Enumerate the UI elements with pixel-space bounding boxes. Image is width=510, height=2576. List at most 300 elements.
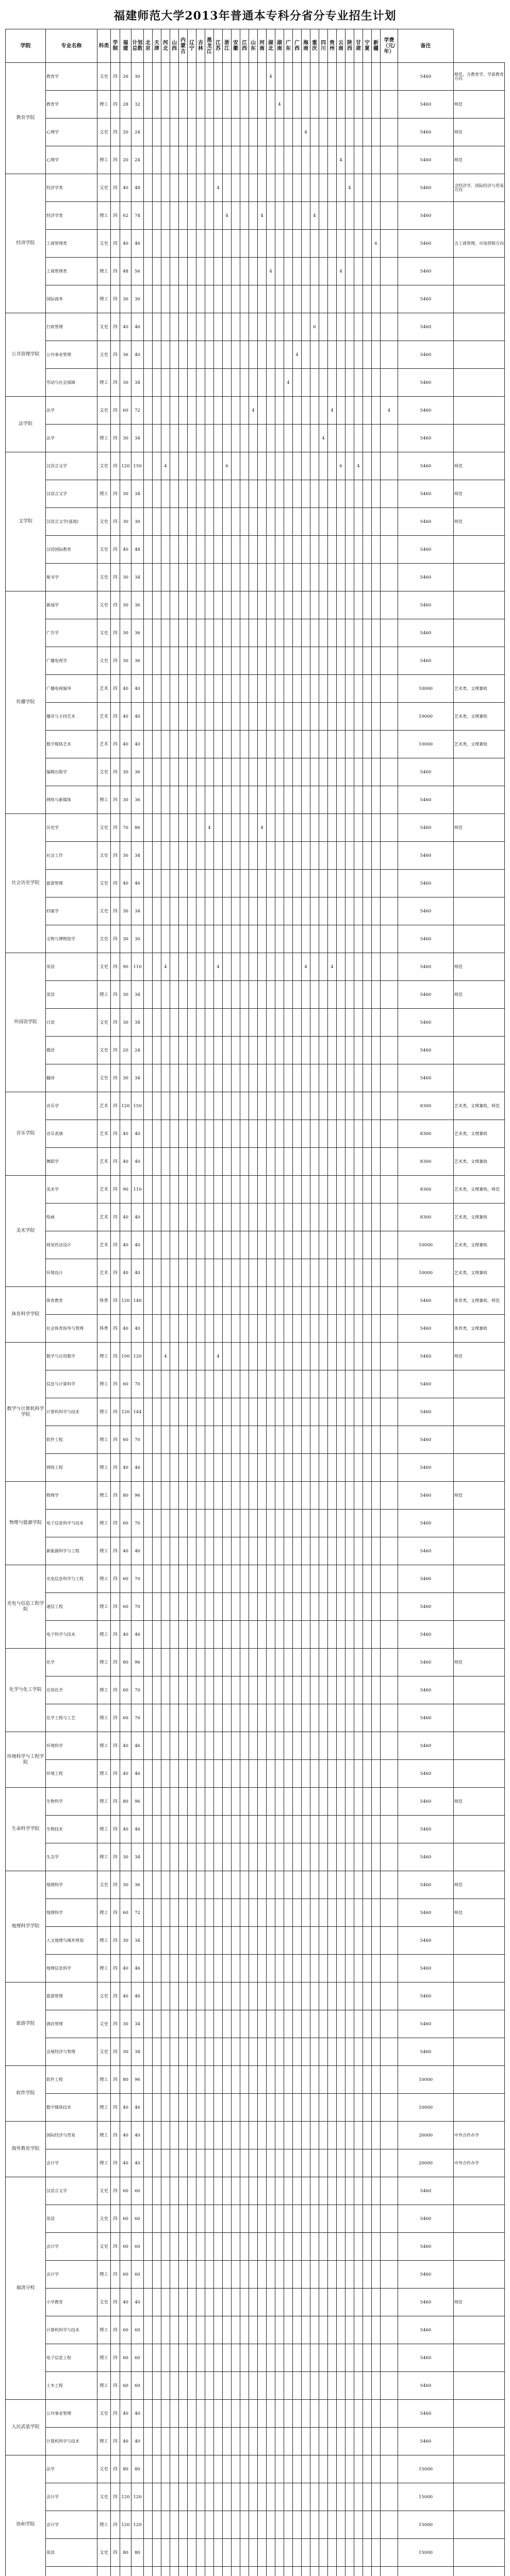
plan-cell <box>196 2289 205 2316</box>
plan-cell <box>310 1704 319 1732</box>
plan-cell: 60 <box>131 2177 144 2205</box>
plan-cell: 90 <box>120 953 131 981</box>
plan-cell <box>337 1009 346 1037</box>
plan-cell <box>144 1176 153 1204</box>
table-row <box>6 925 505 953</box>
plan-cell <box>249 1259 258 1287</box>
plan-cell: 四 <box>111 2205 120 2233</box>
plan-cell <box>381 369 398 397</box>
remark-cell: 中外合作办学 <box>454 2149 505 2177</box>
plan-cell <box>363 2344 372 2372</box>
plan-cell <box>179 1148 188 1176</box>
plan-cell <box>346 1871 354 1899</box>
plan-cell: 120 <box>120 1287 131 1315</box>
plan-cell <box>161 675 170 703</box>
plan-cell <box>223 647 232 675</box>
plan-cell <box>381 1176 398 1204</box>
plan-cell <box>170 1176 179 1204</box>
plan-cell: 30 <box>120 1064 131 1092</box>
plan-cell <box>153 2372 161 2400</box>
plan-cell <box>205 897 214 925</box>
plan-cell <box>310 1593 319 1621</box>
plan-cell <box>232 1565 240 1593</box>
plan-cell: 70 <box>131 1426 144 1454</box>
plan-cell <box>302 786 310 814</box>
plan-cell: 40 <box>120 1259 131 1287</box>
plan-cell <box>337 897 346 925</box>
plan-cell <box>372 2149 381 2177</box>
plan-cell <box>284 2400 293 2428</box>
plan-cell <box>310 814 319 842</box>
plan-cell <box>372 425 381 452</box>
plan-cell <box>275 202 284 230</box>
plan-cell <box>232 2372 240 2400</box>
plan-cell <box>188 1231 196 1259</box>
plan-cell <box>232 2539 240 2567</box>
major-name-cell: 汉语国际教育 <box>46 536 97 564</box>
plan-cell <box>232 2233 240 2261</box>
plan-cell <box>249 2428 258 2455</box>
plan-cell <box>153 981 161 1009</box>
major-name-cell: 广播电视编导 <box>46 675 97 703</box>
plan-cell <box>337 591 346 619</box>
school-name-cell: 文学院 <box>6 452 46 591</box>
major-name-cell: 网络与新媒体 <box>46 786 97 814</box>
plan-cell: 四 <box>111 1899 120 1927</box>
plan-cell <box>170 758 179 786</box>
plan-cell <box>214 703 223 731</box>
plan-cell <box>223 1037 232 1064</box>
table-row <box>6 1927 505 1955</box>
plan-cell <box>214 202 223 230</box>
plan-cell <box>223 1259 232 1287</box>
plan-cell <box>310 1510 319 1537</box>
plan-cell: 4 <box>381 397 398 425</box>
plan-cell <box>188 1259 196 1287</box>
plan-cell <box>267 675 275 703</box>
plan-cell <box>354 2010 363 2038</box>
plan-cell <box>293 1565 302 1593</box>
plan-cell: 40 <box>120 2428 131 2455</box>
plan-cell <box>249 1843 258 1871</box>
plan-cell <box>346 1231 354 1259</box>
table-row <box>6 647 505 675</box>
plan-cell <box>363 425 372 452</box>
plan-cell: 四 <box>111 313 120 341</box>
plan-cell <box>161 397 170 425</box>
plan-cell <box>267 897 275 925</box>
plan-cell <box>144 397 153 425</box>
plan-cell: 96 <box>131 1482 144 1510</box>
plan-cell <box>232 1760 240 1788</box>
plan-cell <box>249 2400 258 2428</box>
plan-cell: 80 <box>131 2539 144 2567</box>
plan-cell <box>363 1370 372 1398</box>
plan-cell <box>337 91 346 118</box>
plan-cell <box>267 1064 275 1092</box>
plan-cell <box>170 1871 179 1899</box>
plan-cell <box>161 2122 170 2149</box>
plan-cell <box>179 1704 188 1732</box>
plan-cell <box>381 1899 398 1927</box>
plan-cell <box>223 1315 232 1343</box>
plan-cell <box>319 1927 328 1955</box>
plan-cell <box>328 647 337 675</box>
plan-cell: 4 <box>249 397 258 425</box>
remark-cell <box>454 2261 505 2289</box>
plan-cell <box>284 2428 293 2455</box>
plan-cell: 46 <box>131 1760 144 1788</box>
plan-cell <box>258 1982 267 2010</box>
remark-cell <box>454 425 505 452</box>
plan-cell: 60 <box>120 2205 131 2233</box>
plan-cell <box>188 2344 196 2372</box>
plan-cell <box>363 2261 372 2289</box>
plan-cell <box>232 1037 240 1064</box>
plan-cell <box>284 1649 293 1676</box>
plan-cell <box>337 953 346 981</box>
plan-cell <box>284 1537 293 1565</box>
remark-cell: 师范 <box>454 1899 505 1927</box>
plan-cell <box>249 842 258 870</box>
plan-cell <box>153 258 161 285</box>
plan-cell <box>144 2205 153 2233</box>
plan-cell <box>328 1649 337 1676</box>
plan-cell: 4 <box>310 202 319 230</box>
plan-cell <box>153 2483 161 2511</box>
plan-cell: 理工 <box>97 2261 111 2289</box>
plan-cell <box>363 1398 372 1426</box>
plan-cell: 四 <box>111 1621 120 1649</box>
plan-cell <box>232 1955 240 1982</box>
plan-cell: 体育 <box>97 1315 111 1343</box>
plan-cell <box>293 258 302 285</box>
plan-cell <box>249 1621 258 1649</box>
plan-cell <box>153 452 161 480</box>
plan-cell <box>161 2205 170 2233</box>
plan-cell <box>232 703 240 731</box>
plan-cell <box>372 2455 381 2483</box>
plan-cell <box>258 1259 267 1287</box>
plan-cell <box>354 118 363 146</box>
plan-cell <box>310 953 319 981</box>
plan-cell <box>337 2010 346 2038</box>
plan-cell <box>275 2149 284 2177</box>
plan-cell <box>346 647 354 675</box>
plan-cell <box>161 2149 170 2177</box>
plan-cell <box>240 2177 249 2205</box>
tuition-cell: 5460 <box>398 842 454 870</box>
plan-cell: 文史 <box>97 536 111 564</box>
plan-cell <box>240 1120 249 1148</box>
plan-cell <box>302 2539 310 2567</box>
tuition-cell: 5460 <box>398 1287 454 1315</box>
plan-cell <box>293 1816 302 1843</box>
plan-cell <box>284 1176 293 1204</box>
plan-cell <box>310 63 319 91</box>
plan-cell <box>188 2372 196 2400</box>
plan-cell <box>120 2567 131 2576</box>
remark-cell <box>454 1593 505 1621</box>
plan-cell <box>223 1231 232 1259</box>
major-name-cell: 工商管理类 <box>46 230 97 258</box>
plan-cell <box>214 1732 223 1760</box>
plan-cell <box>302 2233 310 2261</box>
plan-cell <box>372 2344 381 2372</box>
plan-cell <box>153 1204 161 1231</box>
plan-cell <box>337 425 346 452</box>
plan-cell <box>275 452 284 480</box>
plan-cell <box>214 2010 223 2038</box>
plan-cell <box>275 2539 284 2567</box>
tuition-cell: 5460 <box>398 2261 454 2289</box>
plan-cell <box>293 1315 302 1343</box>
remark-cell <box>454 925 505 953</box>
plan-cell <box>249 1064 258 1092</box>
plan-cell: 艺术 <box>97 675 111 703</box>
plan-cell <box>144 2038 153 2066</box>
plan-cell <box>293 2233 302 2261</box>
tuition-cell: 5460 <box>398 1704 454 1732</box>
plan-cell <box>240 2344 249 2372</box>
plan-cell <box>188 2511 196 2539</box>
plan-cell <box>284 1760 293 1788</box>
plan-cell <box>188 2066 196 2094</box>
plan-cell <box>319 981 328 1009</box>
plan-cell <box>214 2428 223 2455</box>
table-row <box>6 675 505 703</box>
plan-cell <box>161 1565 170 1593</box>
plan-cell <box>284 1064 293 1092</box>
plan-cell: 46 <box>131 1454 144 1482</box>
plan-cell <box>170 731 179 758</box>
plan-cell <box>170 146 179 174</box>
plan-cell <box>346 2316 354 2344</box>
plan-cell <box>144 1955 153 1982</box>
plan-cell: 30 <box>120 285 131 313</box>
plan-cell: 40 <box>131 2289 144 2316</box>
plan-cell <box>249 2372 258 2400</box>
tuition-cell: 10000 <box>398 1259 454 1287</box>
plan-cell <box>205 2038 214 2066</box>
plan-cell <box>144 146 153 174</box>
plan-cell <box>328 285 337 313</box>
plan-cell <box>170 1593 179 1621</box>
plan-cell: 60 <box>131 2205 144 2233</box>
plan-cell <box>381 1676 398 1704</box>
plan-cell: 四 <box>111 1176 120 1204</box>
plan-cell <box>302 313 310 341</box>
table-row <box>6 2372 505 2400</box>
plan-cell <box>179 2149 188 2177</box>
plan-cell <box>170 842 179 870</box>
plan-cell <box>319 118 328 146</box>
plan-cell <box>319 1204 328 1231</box>
plan-cell <box>354 1760 363 1788</box>
plan-cell <box>258 1037 267 1064</box>
plan-cell: 理工 <box>97 1704 111 1732</box>
plan-cell <box>284 2455 293 2483</box>
plan-cell <box>153 814 161 842</box>
plan-cell <box>302 1843 310 1871</box>
plan-cell <box>284 1120 293 1148</box>
plan-cell <box>144 341 153 369</box>
plan-cell <box>258 1788 267 1816</box>
plan-cell <box>381 2177 398 2205</box>
plan-cell <box>214 2177 223 2205</box>
plan-cell <box>293 814 302 842</box>
plan-cell <box>381 2316 398 2344</box>
plan-cell: 28 <box>120 91 131 118</box>
plan-cell <box>249 508 258 536</box>
plan-cell <box>293 369 302 397</box>
plan-cell: 46 <box>131 870 144 897</box>
column-header: 学费（元/年） <box>381 29 398 63</box>
plan-cell <box>267 1537 275 1565</box>
plan-cell <box>214 1788 223 1816</box>
plan-cell <box>223 2400 232 2428</box>
plan-cell <box>275 397 284 425</box>
plan-cell: 理工 <box>97 1816 111 1843</box>
column-header: 内蒙古 <box>179 29 188 63</box>
remark-cell <box>454 1064 505 1092</box>
plan-cell <box>284 2122 293 2149</box>
plan-cell <box>302 703 310 731</box>
plan-cell <box>214 2122 223 2149</box>
plan-cell: 30 <box>120 508 131 536</box>
plan-cell <box>240 425 249 452</box>
tuition-cell: 5460 <box>398 2400 454 2428</box>
plan-cell <box>170 2205 179 2233</box>
plan-cell <box>337 731 346 758</box>
plan-cell: 34 <box>131 2010 144 2038</box>
plan-cell <box>319 2372 328 2400</box>
plan-cell <box>267 2205 275 2233</box>
plan-cell: 36 <box>131 786 144 814</box>
plan-cell <box>302 925 310 953</box>
plan-cell: 四 <box>111 786 120 814</box>
remark-cell <box>454 1454 505 1482</box>
remark-cell: 师范 <box>454 953 505 981</box>
plan-cell <box>161 258 170 285</box>
plan-cell <box>346 1454 354 1482</box>
plan-cell <box>205 1593 214 1621</box>
plan-cell <box>144 1287 153 1315</box>
plan-cell <box>275 1343 284 1370</box>
plan-cell <box>232 842 240 870</box>
plan-cell <box>346 786 354 814</box>
plan-cell <box>310 369 319 397</box>
plan-cell <box>223 1426 232 1454</box>
tuition-cell: 5460 <box>398 1343 454 1370</box>
plan-cell <box>249 1204 258 1231</box>
plan-cell <box>223 146 232 174</box>
plan-cell: 34 <box>131 1843 144 1871</box>
plan-cell <box>111 2567 120 2576</box>
plan-cell <box>249 285 258 313</box>
plan-cell <box>144 230 153 258</box>
plan-cell <box>188 341 196 369</box>
plan-cell <box>284 2177 293 2205</box>
major-name-cell: 翻译 <box>46 1064 97 1092</box>
plan-cell <box>293 2094 302 2122</box>
plan-cell: 24 <box>131 1037 144 1064</box>
plan-cell <box>363 1482 372 1510</box>
plan-cell <box>346 63 354 91</box>
plan-cell: 四 <box>111 91 120 118</box>
plan-cell <box>275 2205 284 2233</box>
plan-cell <box>205 480 214 508</box>
plan-cell: 艺术 <box>97 1204 111 1231</box>
table-row <box>6 2066 505 2094</box>
plan-cell <box>258 2372 267 2400</box>
plan-cell: 四 <box>111 258 120 285</box>
plan-cell: 120 <box>131 1343 144 1370</box>
tuition-cell: 5460 <box>398 1482 454 1510</box>
plan-cell <box>319 2455 328 2483</box>
plan-cell <box>337 2400 346 2428</box>
plan-cell <box>381 981 398 1009</box>
plan-cell <box>310 2233 319 2261</box>
plan-cell <box>381 1955 398 1982</box>
tuition-cell: 5460 <box>398 452 454 480</box>
plan-cell: 34 <box>131 480 144 508</box>
plan-cell <box>293 1037 302 1064</box>
plan-cell <box>310 842 319 870</box>
plan-cell <box>328 703 337 731</box>
plan-cell <box>319 397 328 425</box>
plan-cell: 4 <box>161 452 170 480</box>
plan-cell: 72 <box>131 397 144 425</box>
plan-cell <box>337 2428 346 2455</box>
plan-cell <box>205 758 214 786</box>
plan-cell <box>153 63 161 91</box>
plan-cell: 四 <box>111 1009 120 1037</box>
plan-cell <box>188 1370 196 1398</box>
plan-cell <box>267 2094 275 2122</box>
plan-cell <box>223 981 232 1009</box>
plan-cell <box>144 2233 153 2261</box>
plan-cell <box>214 2567 223 2576</box>
plan-cell <box>161 2038 170 2066</box>
plan-cell <box>284 953 293 981</box>
plan-cell <box>196 1982 205 2010</box>
plan-cell <box>363 2122 372 2149</box>
plan-cell <box>319 2233 328 2261</box>
plan-cell <box>328 230 337 258</box>
plan-cell <box>144 1760 153 1788</box>
plan-cell <box>293 397 302 425</box>
plan-cell: 4 <box>302 118 310 146</box>
plan-cell <box>205 508 214 536</box>
plan-cell: 四 <box>111 1982 120 2010</box>
plan-cell <box>381 2149 398 2177</box>
plan-cell <box>214 258 223 285</box>
plan-cell <box>232 1426 240 1454</box>
plan-cell <box>372 2122 381 2149</box>
plan-cell: 艺术 <box>97 1259 111 1287</box>
plan-cell <box>337 1760 346 1788</box>
plan-cell <box>161 2066 170 2094</box>
column-header: 广东 <box>284 29 293 63</box>
plan-cell <box>319 1732 328 1760</box>
plan-cell: 40 <box>131 675 144 703</box>
plan-cell <box>275 1760 284 1788</box>
plan-cell <box>249 63 258 91</box>
plan-cell <box>381 2205 398 2233</box>
plan-cell <box>381 1426 398 1454</box>
plan-cell <box>161 2289 170 2316</box>
